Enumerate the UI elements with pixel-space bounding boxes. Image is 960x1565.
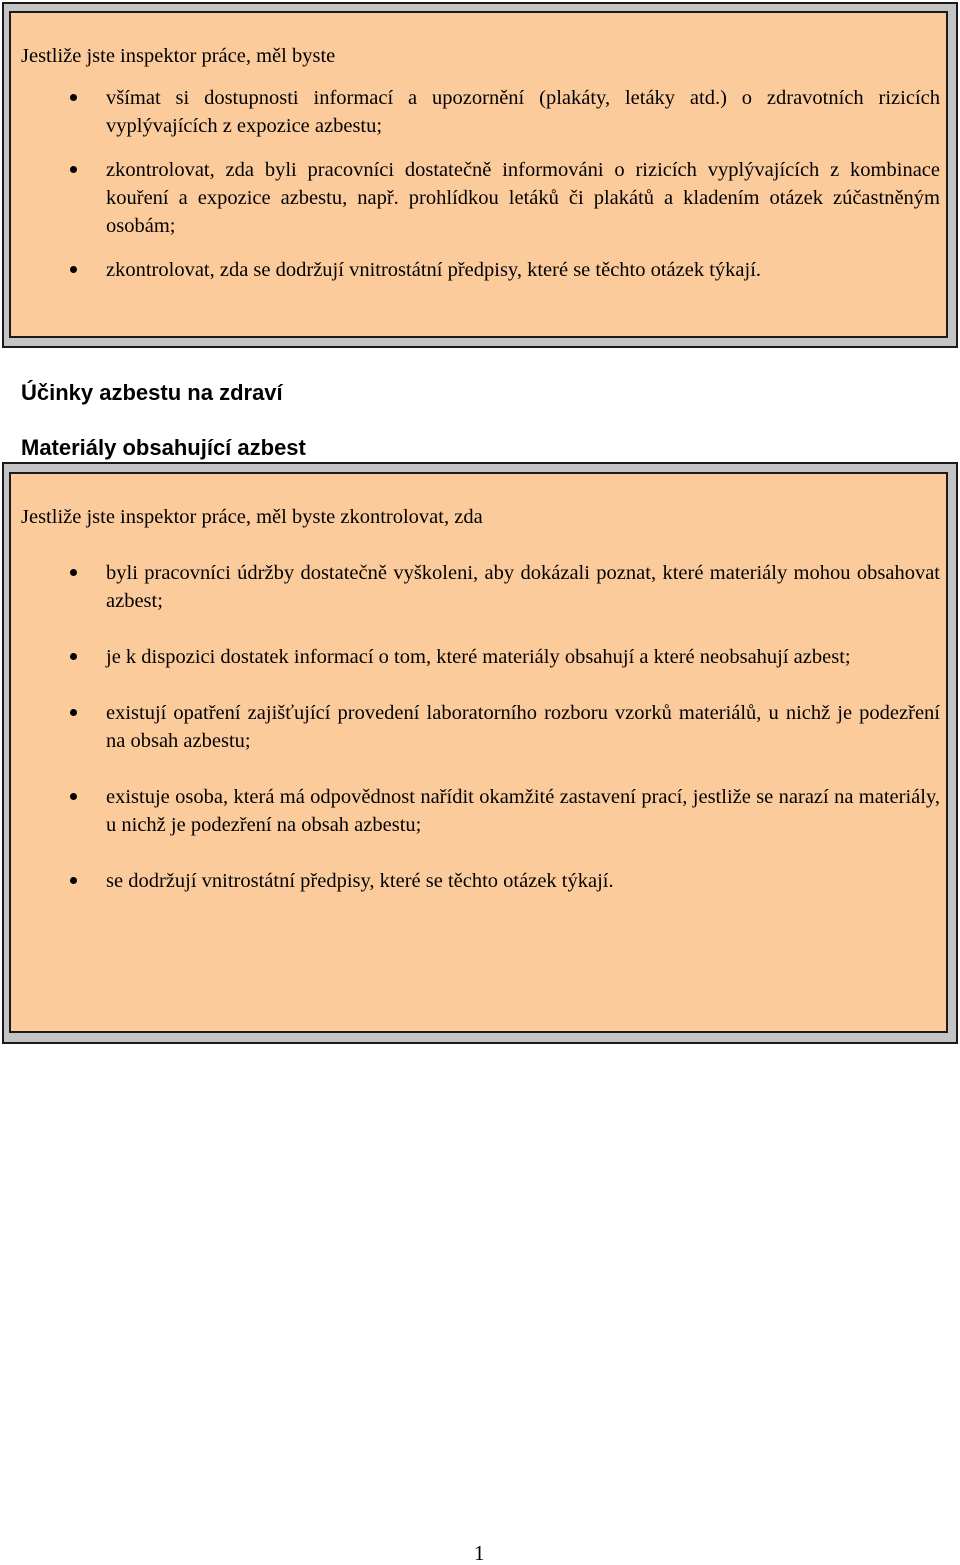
section-title: Účinky azbestu na zdraví [21,380,283,405]
bullet-icon [70,793,77,800]
bullet-icon [70,94,77,101]
info-box-1-content [21,42,940,284]
bullet-icon [70,653,77,660]
list-item [21,156,940,240]
bullet-icon [70,266,77,273]
list-item-text: se dodržují vnitrostátní předpisy, které se těchto otázek týkají. [106,870,614,892]
list-item-text: byli pracovníci údržby dostatečně vyškoleni, aby dokázali poznat, které materiály mohou obsahovat azbest; [106,562,940,612]
bullet-icon [70,877,77,884]
list-item [21,643,940,671]
list-item-text: je k dispozici dostatek informací o tom, které materiály obsahují a které neobsahují azbest; [106,646,851,668]
list-item-text: existuje osoba, která má odpovědnost nařídit okamžité zastavení prací, jestliže se narazí na materiály, u nichž je podezření na obsah azbestu; [106,786,940,836]
list-item [21,256,940,284]
box1-intro: Jestliže jste inspektor práce, měl byste [21,45,336,67]
list-item-text: zkontrolovat, zda se dodržují vnitrostátní předpisy, které se těchto otázek týkají. [106,259,762,281]
info-box-2-content [21,503,940,895]
list-item [21,867,940,895]
list-item-text: všímat si dostupnosti informací a upozornění (plakáty, letáky atd.) o zdravotních rizicích vyplývajících z expozice azbestu; [106,87,940,137]
list-item-text: zkontrolovat, zda byli pracovníci dostatečně informováni o rizicích vyplývajících z kombinace kouření a expozice azbestu, např. prohlídkou letáků či plakátů a kladením otázek zúčastněným osobám; [106,159,940,237]
box2-intro: Jestliže jste inspektor práce, měl byste zkontrolovat, zda [21,506,483,528]
list-item [21,783,940,839]
subsection-title: Materiály obsahující azbest [21,435,306,460]
box2-list [21,559,940,895]
page-number: 1 [474,1541,485,1565]
list-item [21,84,940,140]
list-item-text: existují opatření zajišťující provedení laboratorního rozboru vzorků materiálů, u nichž je podezření na obsah azbestu; [106,702,940,752]
list-item [21,699,940,755]
bullet-icon [70,569,77,576]
bullet-icon [70,709,77,716]
bullet-icon [70,166,77,173]
box1-list [21,84,940,284]
list-item [21,559,940,615]
